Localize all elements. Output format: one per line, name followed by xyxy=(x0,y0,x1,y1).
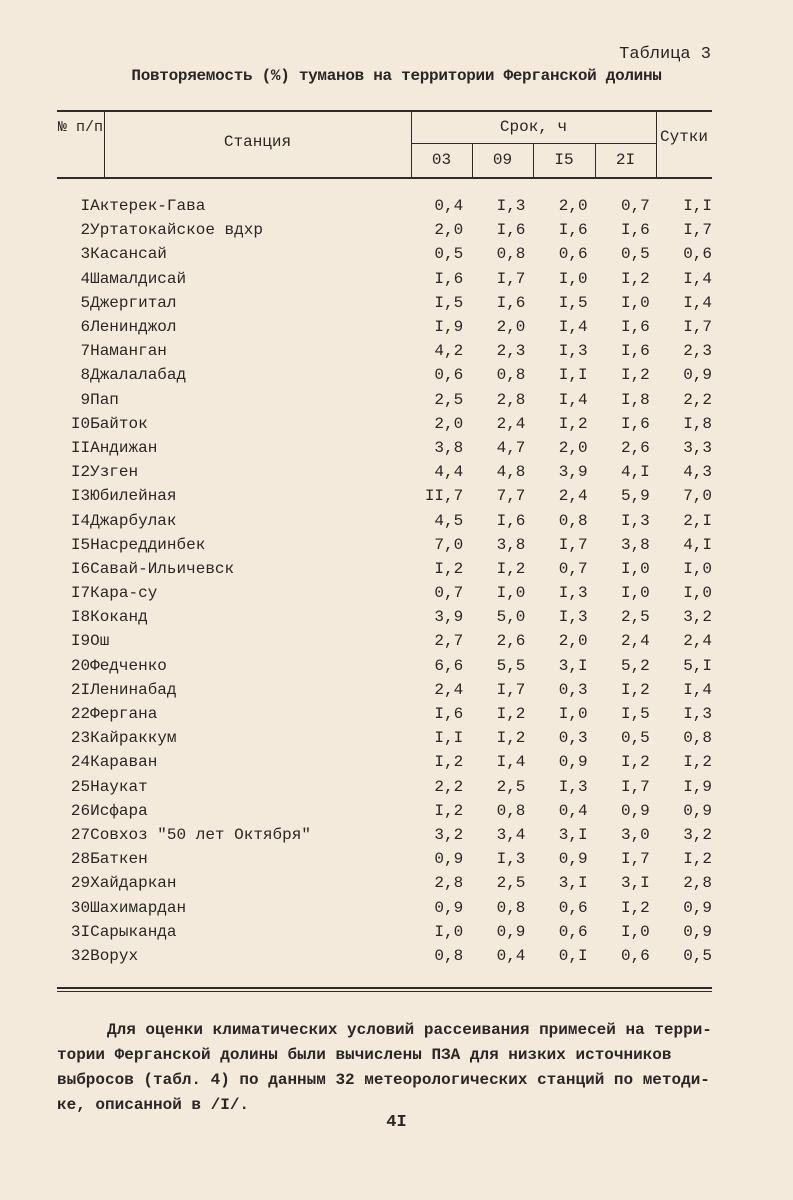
value-cell: 5,2 xyxy=(620,656,650,675)
station-name: Джергитал xyxy=(90,293,177,312)
value-cell: 2,4 xyxy=(496,414,526,433)
row-number: 5 xyxy=(80,293,91,312)
paragraph-line: ке, описанной в /I/. xyxy=(57,1096,250,1114)
value-cell: 3,8 xyxy=(620,535,650,554)
value-cell: I,4 xyxy=(496,753,526,772)
subheader-09: 09 xyxy=(492,151,513,169)
value-cell: 4,8 xyxy=(496,463,526,482)
value-cell: 2,0 xyxy=(434,221,464,240)
station-name: Совхоз "50 лет Октября" xyxy=(90,825,311,844)
value-cell: I,I xyxy=(434,729,464,748)
row-number: 22 xyxy=(70,705,91,724)
value-cell: 2,0 xyxy=(434,414,464,433)
table-label: Таблица 3 xyxy=(619,45,711,64)
table-row xyxy=(57,363,712,387)
value-cell: I,6 xyxy=(434,705,464,724)
value-cell: I,0 xyxy=(620,293,650,312)
table-row xyxy=(57,194,712,218)
value-cell: I,7 xyxy=(620,850,650,869)
station-name: Актерек-Гава xyxy=(90,197,206,216)
row-number: 26 xyxy=(70,801,91,820)
value-cell: I,3 xyxy=(496,850,526,869)
table-row xyxy=(57,702,712,726)
station-name: Федченко xyxy=(90,656,167,675)
value-cell: 0,6 xyxy=(434,366,464,385)
header-number: № п/п xyxy=(57,119,103,136)
paragraph-line: Для оценки климатических условий рассеивания примесей на терри- xyxy=(107,1021,712,1039)
table-bottom-rule-2 xyxy=(57,991,712,992)
value-cell: 2,7 xyxy=(434,632,464,651)
table-row xyxy=(57,847,712,871)
value-cell: 2,5 xyxy=(434,390,464,409)
value-cell: I,6 xyxy=(434,269,464,288)
value-cell: I,0 xyxy=(620,559,650,578)
value-cell: I,2 xyxy=(620,753,650,772)
station-name: Байток xyxy=(90,414,148,433)
row-number: 25 xyxy=(70,777,91,796)
row-number: I2 xyxy=(70,463,91,482)
value-cell: 5,9 xyxy=(620,487,650,506)
value-cell: I,6 xyxy=(620,318,650,337)
value-cell: 0,9 xyxy=(683,922,712,941)
value-cell: I,2 xyxy=(620,680,650,699)
table-row xyxy=(57,944,712,968)
station-name: Наукат xyxy=(90,777,148,796)
value-cell: 3,9 xyxy=(434,608,464,627)
table-row xyxy=(57,895,712,919)
value-cell: 2,2 xyxy=(434,777,464,796)
value-cell: 0,6 xyxy=(558,245,588,264)
table-row xyxy=(57,678,712,702)
value-cell: 0,9 xyxy=(434,898,464,917)
value-cell: 3,I xyxy=(558,874,588,893)
value-cell: I,5 xyxy=(434,293,464,312)
body-paragraph xyxy=(57,1018,722,1118)
value-cell: 7,7 xyxy=(496,487,526,506)
value-cell: I,4 xyxy=(558,318,588,337)
value-cell: I,3 xyxy=(620,511,650,530)
value-cell: I,5 xyxy=(558,293,588,312)
station-name: Шахимардан xyxy=(90,898,187,917)
value-cell: I,3 xyxy=(558,608,588,627)
value-cell: 0,5 xyxy=(683,946,712,965)
value-cell: 2,0 xyxy=(558,197,588,216)
value-cell: I,4 xyxy=(683,293,712,312)
value-cell: 6,6 xyxy=(434,656,464,675)
value-cell: I,7 xyxy=(683,318,712,337)
value-cell: I,6 xyxy=(496,221,526,240)
value-cell: 0,8 xyxy=(496,366,526,385)
table-row xyxy=(57,339,712,363)
value-cell: I,4 xyxy=(558,390,588,409)
station-name: Пап xyxy=(90,390,119,409)
row-number: 24 xyxy=(70,753,91,772)
value-cell: I,7 xyxy=(558,535,588,554)
row-number: I5 xyxy=(70,535,91,554)
value-cell: 4,I xyxy=(620,463,650,482)
value-cell: 2,3 xyxy=(496,342,526,361)
value-cell: I,4 xyxy=(683,680,712,699)
row-number: 3I xyxy=(70,922,91,941)
station-name: Кайраккум xyxy=(90,729,177,748)
value-cell: I,9 xyxy=(434,318,464,337)
value-cell: 0,5 xyxy=(620,245,650,264)
station-name: Касансай xyxy=(90,245,167,264)
station-name: Исфара xyxy=(90,801,148,820)
station-name: Хайдаркан xyxy=(90,874,177,893)
value-cell: I,7 xyxy=(496,680,526,699)
station-name: Юбилейная xyxy=(90,487,177,506)
value-cell: 4,2 xyxy=(434,342,464,361)
value-cell: 2,4 xyxy=(558,487,588,506)
value-cell: 0,8 xyxy=(434,946,464,965)
table-row xyxy=(57,750,712,774)
table-row xyxy=(57,581,712,605)
table-caption: Повторяемость (%) туманов на территории Ферганской долины xyxy=(131,67,662,85)
value-cell: 3,9 xyxy=(558,463,588,482)
row-number: 4 xyxy=(80,269,91,288)
value-cell: 0,5 xyxy=(620,729,650,748)
value-cell: 2,5 xyxy=(496,874,526,893)
value-cell: 0,9 xyxy=(683,898,712,917)
station-name: Ленинджол xyxy=(90,318,177,337)
row-number: 3 xyxy=(80,245,91,264)
row-number: 8 xyxy=(80,366,91,385)
header-station: Станция xyxy=(223,133,292,151)
value-cell: 4,3 xyxy=(683,463,712,482)
value-cell: 0,I xyxy=(558,946,588,965)
value-cell: 4,7 xyxy=(496,438,526,457)
value-cell: I,3 xyxy=(683,705,712,724)
station-name: Шамалдисай xyxy=(90,269,187,288)
value-cell: I,7 xyxy=(683,221,712,240)
value-cell: 0,5 xyxy=(434,245,464,264)
station-name: Ленинабад xyxy=(90,680,177,699)
value-cell: 2,8 xyxy=(496,390,526,409)
value-cell: I,6 xyxy=(496,293,526,312)
row-number: 30 xyxy=(70,898,91,917)
row-number: I9 xyxy=(70,632,91,651)
page-number: 4I xyxy=(386,1113,407,1132)
paragraph-line: тории Ферганской долины были вычислены ПЗА для низких источников xyxy=(57,1046,672,1064)
station-name: Уртатокайское вдхр xyxy=(90,221,263,240)
subheader-15: I5 xyxy=(554,151,574,169)
value-cell: 0,6 xyxy=(558,898,588,917)
value-cell: I,2 xyxy=(620,269,650,288)
value-cell: 0,9 xyxy=(683,366,712,385)
station-name: Джарбулак xyxy=(90,511,177,530)
row-number: I8 xyxy=(70,608,91,627)
row-number: I4 xyxy=(70,511,91,530)
value-cell: I,4 xyxy=(683,269,712,288)
value-cell: 2,4 xyxy=(683,632,712,651)
value-cell: I,2 xyxy=(620,366,650,385)
row-number: 20 xyxy=(70,656,91,675)
row-number: 27 xyxy=(70,825,91,844)
value-cell: 5,I xyxy=(683,656,712,675)
table-row xyxy=(57,775,712,799)
subheader-21: 2I xyxy=(615,151,636,169)
value-cell: 2,5 xyxy=(496,777,526,796)
row-number: 7 xyxy=(80,342,91,361)
station-name: Баткен xyxy=(90,850,148,869)
row-number: I3 xyxy=(70,487,91,506)
value-cell: 0,8 xyxy=(558,511,588,530)
value-cell: I,6 xyxy=(496,511,526,530)
value-cell: 0,7 xyxy=(558,559,588,578)
station-name: Наманган xyxy=(90,342,167,361)
value-cell: 3,I xyxy=(620,874,650,893)
value-cell: 0,8 xyxy=(496,898,526,917)
value-cell: I,0 xyxy=(434,922,464,941)
value-cell: I,7 xyxy=(496,269,526,288)
value-cell: 0,9 xyxy=(434,850,464,869)
station-name: Сарыканда xyxy=(90,922,177,941)
value-cell: 2,3 xyxy=(683,342,712,361)
value-cell: 0,8 xyxy=(496,245,526,264)
value-cell: I,8 xyxy=(620,390,650,409)
value-cell: I,2 xyxy=(620,898,650,917)
value-cell: 0,8 xyxy=(683,729,712,748)
value-cell: 5,0 xyxy=(496,608,526,627)
value-cell: 2,2 xyxy=(683,390,712,409)
value-cell: I,I xyxy=(558,366,588,385)
value-cell: I,2 xyxy=(683,753,712,772)
value-cell: 0,6 xyxy=(620,946,650,965)
value-cell: I,6 xyxy=(620,414,650,433)
station-name: Джалалабад xyxy=(90,366,187,385)
value-cell: 0,7 xyxy=(434,584,464,603)
value-cell: 2,8 xyxy=(434,874,464,893)
station-name: Кара-су xyxy=(90,584,158,603)
row-number: 6 xyxy=(80,318,91,337)
value-cell: 2,8 xyxy=(683,874,712,893)
table-row xyxy=(57,605,712,629)
row-number: I xyxy=(80,197,91,216)
value-cell: 3,0 xyxy=(620,825,650,844)
table-row xyxy=(57,484,712,508)
station-name: Андижан xyxy=(90,438,158,457)
value-cell: II,7 xyxy=(424,487,464,506)
row-number: II xyxy=(70,438,91,457)
value-cell: 2,I xyxy=(683,511,712,530)
header-day: Сутки xyxy=(659,128,708,146)
table-row xyxy=(57,242,712,266)
value-cell: I,8 xyxy=(683,414,712,433)
value-cell: 0,6 xyxy=(558,922,588,941)
row-number: 32 xyxy=(70,946,91,965)
table-row xyxy=(57,726,712,750)
value-cell: I,2 xyxy=(496,559,526,578)
value-cell: 2,0 xyxy=(558,632,588,651)
value-cell: I,6 xyxy=(558,221,588,240)
table-row xyxy=(57,799,712,823)
header-bottom-rule xyxy=(57,177,712,179)
value-cell: I,6 xyxy=(620,342,650,361)
row-number: 28 xyxy=(70,850,91,869)
table-row xyxy=(57,460,712,484)
value-cell: 0,9 xyxy=(496,922,526,941)
value-cell: 4,4 xyxy=(434,463,464,482)
station-name: Ош xyxy=(90,632,110,651)
value-cell: 5,5 xyxy=(496,656,526,675)
value-cell: I,I xyxy=(683,197,712,216)
table-row xyxy=(57,412,712,436)
value-cell: I,0 xyxy=(620,922,650,941)
value-cell: I,0 xyxy=(620,584,650,603)
value-cell: 3,I xyxy=(558,825,588,844)
value-cell: 0,3 xyxy=(558,729,588,748)
value-cell: 3,2 xyxy=(683,608,712,627)
value-cell: I,0 xyxy=(683,559,712,578)
table-row xyxy=(57,871,712,895)
value-cell: I,0 xyxy=(496,584,526,603)
table-row xyxy=(57,218,712,242)
subheader-03: 03 xyxy=(431,151,452,169)
value-cell: 2,0 xyxy=(496,318,526,337)
value-cell: 3,2 xyxy=(683,825,712,844)
value-cell: 0,9 xyxy=(558,850,588,869)
fog-frequency-table xyxy=(57,194,712,968)
value-cell: I,5 xyxy=(620,705,650,724)
value-cell: 3,4 xyxy=(496,825,526,844)
value-cell: 0,8 xyxy=(496,801,526,820)
value-cell: 7,0 xyxy=(683,487,712,506)
table-row xyxy=(57,436,712,460)
value-cell: I,2 xyxy=(434,801,464,820)
value-cell: I,6 xyxy=(620,221,650,240)
value-cell: I,9 xyxy=(683,777,712,796)
table-bottom-rule xyxy=(57,987,712,989)
row-number: 29 xyxy=(70,874,91,893)
value-cell: 3,3 xyxy=(683,438,712,457)
value-cell: 2,4 xyxy=(434,680,464,699)
station-name: Коканд xyxy=(90,608,148,627)
table-row xyxy=(57,920,712,944)
value-cell: I,0 xyxy=(558,705,588,724)
station-name: Фергана xyxy=(90,705,158,724)
value-cell: 0,4 xyxy=(496,946,526,965)
value-cell: I,0 xyxy=(683,584,712,603)
value-cell: 0,4 xyxy=(558,801,588,820)
value-cell: 0,7 xyxy=(620,197,650,216)
value-cell: 4,5 xyxy=(434,511,464,530)
station-name: Савай-Ильичевск xyxy=(90,559,235,578)
table-row xyxy=(57,629,712,653)
value-cell: I,7 xyxy=(620,777,650,796)
paragraph-line: выбросов (табл. 4) по данным 32 метеорологических станций по методи- xyxy=(57,1071,710,1089)
value-cell: 0,6 xyxy=(683,245,712,264)
value-cell: 4,I xyxy=(683,535,712,554)
value-cell: I,0 xyxy=(558,269,588,288)
value-cell: 0,9 xyxy=(683,801,712,820)
row-number: 23 xyxy=(70,729,91,748)
value-cell: 0,3 xyxy=(558,680,588,699)
value-cell: 3,8 xyxy=(496,535,526,554)
value-cell: I,2 xyxy=(496,729,526,748)
table-row xyxy=(57,508,712,532)
value-cell: 3,8 xyxy=(434,438,464,457)
value-cell: 2,5 xyxy=(620,608,650,627)
value-cell: I,2 xyxy=(434,559,464,578)
value-cell: 0,9 xyxy=(558,753,588,772)
value-cell: I,2 xyxy=(434,753,464,772)
value-cell: I,2 xyxy=(496,705,526,724)
table-row xyxy=(57,388,712,412)
value-cell: I,2 xyxy=(558,414,588,433)
table-row xyxy=(57,291,712,315)
table-row xyxy=(57,823,712,847)
value-cell: 7,0 xyxy=(434,535,464,554)
station-name: Узген xyxy=(90,463,139,482)
value-cell: 2,6 xyxy=(620,438,650,457)
row-number: 2I xyxy=(70,680,91,699)
station-name: Ворух xyxy=(90,946,139,965)
value-cell: 0,4 xyxy=(434,197,464,216)
value-cell: 0,9 xyxy=(620,801,650,820)
table-row xyxy=(57,315,712,339)
table-row xyxy=(57,654,712,678)
row-number: I6 xyxy=(70,559,91,578)
row-number: I0 xyxy=(70,414,91,433)
value-cell: I,3 xyxy=(496,197,526,216)
value-cell: I,3 xyxy=(558,584,588,603)
value-cell: 2,4 xyxy=(620,632,650,651)
row-number: 9 xyxy=(80,390,91,409)
station-name: Караван xyxy=(90,753,158,772)
value-cell: 3,2 xyxy=(434,825,464,844)
station-name: Насреддинбек xyxy=(90,535,206,554)
value-cell: 2,0 xyxy=(558,438,588,457)
table-row xyxy=(57,267,712,291)
row-number: I7 xyxy=(70,584,91,603)
value-cell: I,3 xyxy=(558,342,588,361)
table-row xyxy=(57,557,712,581)
table-top-rule xyxy=(57,110,712,112)
header-term: Срок, ч xyxy=(499,118,568,136)
table-row xyxy=(57,533,712,557)
value-cell: I,3 xyxy=(558,777,588,796)
value-cell: 3,I xyxy=(558,656,588,675)
value-cell: I,2 xyxy=(683,850,712,869)
row-number: 2 xyxy=(80,221,91,240)
value-cell: 2,6 xyxy=(496,632,526,651)
